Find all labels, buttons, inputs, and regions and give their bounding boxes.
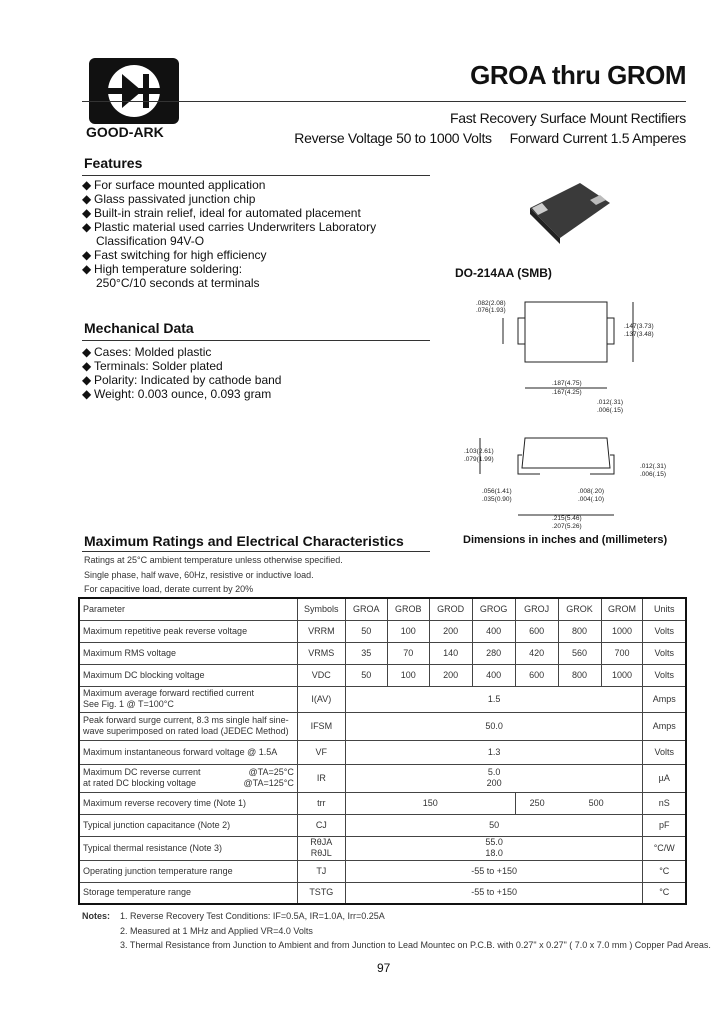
- table-row: [79, 792, 686, 814]
- mechanical-item: ◆ Cases: Molded plastic: [82, 345, 212, 359]
- table-cell: Maximum instantaneous forward voltage @ 1.5A: [79, 740, 297, 764]
- mechanical-item: ◆ Terminals: Solder plated: [82, 359, 223, 373]
- svg-text:.012(.31): .012(.31): [640, 463, 667, 470]
- table-cell: VDC: [297, 664, 345, 686]
- table-cell: Volts: [643, 740, 686, 764]
- svg-text:.035(0.90): .035(0.90): [482, 496, 512, 503]
- feature-item: ◆ For surface mounted application: [82, 178, 266, 192]
- table-cell: 5.0 200: [345, 764, 643, 792]
- rating-condition: For capacitive load, derate current by 20%: [84, 584, 254, 594]
- feature-item: ◆ Built-in strain relief, ideal for automated placement: [82, 206, 361, 220]
- diamond-bullet-icon: ◆: [82, 178, 92, 192]
- diamond-bullet-icon: ◆: [82, 373, 92, 387]
- good-ark-logo: [86, 58, 182, 124]
- table-cell: 200: [429, 664, 472, 686]
- svg-text:.076(1.93): .076(1.93): [476, 307, 506, 314]
- table-cell: Symbols: [297, 598, 345, 620]
- page-title: GROA thru GROM: [470, 60, 686, 90]
- table-cell: VRRM: [297, 620, 345, 642]
- table-cell: IR: [297, 764, 345, 792]
- table-cell: Typical junction capacitance (Note 2): [79, 814, 297, 836]
- table-cell: 400: [472, 664, 515, 686]
- table-cell: Maximum RMS voltage: [79, 642, 297, 664]
- diamond-bullet-icon: ◆: [82, 220, 92, 234]
- table-cell: nS: [643, 792, 686, 814]
- feature-item: ◆ Fast switching for high efficiency: [82, 248, 267, 262]
- table-cell: 50: [345, 814, 643, 836]
- svg-text:.215(5.46): .215(5.46): [552, 515, 582, 522]
- table-cell: TJ: [297, 860, 345, 882]
- table-cell: 35: [345, 642, 387, 664]
- table-row: [79, 664, 686, 686]
- table-cell: GROK: [558, 598, 601, 620]
- table-cell: GROD: [429, 598, 472, 620]
- mechanical-item: ◆ Polarity: Indicated by cathode band: [82, 373, 282, 387]
- table-cell: 560: [558, 642, 601, 664]
- table-cell: 1000: [601, 664, 643, 686]
- table-cell: GROA: [345, 598, 387, 620]
- table-header-row: [79, 598, 686, 620]
- table-cell: -55 to +150: [345, 860, 643, 882]
- table-cell: Typical thermal resistance (Note 3): [79, 836, 297, 860]
- svg-text:.167(4.25): .167(4.25): [552, 389, 582, 396]
- svg-text:.103(2.61): .103(2.61): [464, 448, 494, 455]
- package-photo: [520, 178, 615, 248]
- table-cell: 55.0 18.0: [345, 836, 643, 860]
- table-row: [79, 814, 686, 836]
- table-cell: 70: [387, 642, 429, 664]
- note-item: 2. Measured at 1 MHz and Applied VR=4.0 Volts: [120, 926, 313, 936]
- svg-text:.187(4.75): .187(4.75): [552, 380, 582, 387]
- table-cell: Parameter: [79, 598, 297, 620]
- subtitle-ratings: Reverse Voltage 50 to 1000 Volts Forward Current 1.5 Amperes: [294, 130, 686, 146]
- diamond-bullet-icon: ◆: [82, 192, 92, 206]
- feature-item-cont: Classification 94V-O: [96, 234, 205, 248]
- table-cell: 400: [472, 620, 515, 642]
- diamond-bullet-icon: ◆: [82, 206, 92, 220]
- mechanical-item: ◆ Weight: 0.003 ounce, 0.093 gram: [82, 387, 272, 401]
- svg-text:.006(.15): .006(.15): [640, 471, 667, 478]
- table-cell: Storage temperature range: [79, 882, 297, 904]
- svg-text:.056(1.41): .056(1.41): [482, 488, 512, 495]
- table-cell: 280: [472, 642, 515, 664]
- svg-text:.004(.10): .004(.10): [578, 496, 605, 503]
- table-cell: CJ: [297, 814, 345, 836]
- note-item: 1. Reverse Recovery Test Conditions: IF=0.5A, IR=1.0A, Irr=0.25A: [120, 911, 385, 921]
- table-cell: Maximum reverse recovery time (Note 1): [79, 792, 297, 814]
- table-cell: I(AV): [297, 686, 345, 712]
- table-cell: Volts: [643, 620, 686, 642]
- table-cell: Peak forward surge current, 8.3 ms single half sine- wave superimposed on rated load (JEDEC Method): [79, 712, 297, 740]
- table-row: [79, 836, 686, 860]
- table-cell: 100: [387, 664, 429, 686]
- table-cell: Maximum DC blocking voltage: [79, 664, 297, 686]
- table-cell: GROG: [472, 598, 515, 620]
- table-cell: VRMS: [297, 642, 345, 664]
- table-cell: Maximum DC reverse current @TA=25°C at rated DC blocking voltage @TA=125°C: [79, 764, 297, 792]
- svg-text:.147(3.73): .147(3.73): [624, 323, 654, 330]
- table-cell: pF: [643, 814, 686, 836]
- dimensions-caption: Dimensions in inches and (millimeters): [463, 534, 668, 546]
- table-cell: µA: [643, 764, 686, 792]
- mechanical-heading: Mechanical Data: [84, 320, 194, 336]
- feature-item: ◆ Glass passivated junction chip: [82, 192, 256, 206]
- table-cell: VF: [297, 740, 345, 764]
- table-cell: °C: [643, 882, 686, 904]
- table-cell: 600: [515, 620, 558, 642]
- table-cell: 700: [601, 642, 643, 664]
- svg-text:.008(.20): .008(.20): [578, 488, 605, 495]
- table-cell: 1.3: [345, 740, 643, 764]
- table-cell: 1000: [601, 620, 643, 642]
- table-cell: -55 to +150: [345, 882, 643, 904]
- ratings-table: [78, 597, 687, 905]
- table-cell: GROM: [601, 598, 643, 620]
- table-cell: °C: [643, 860, 686, 882]
- table-cell: Maximum repetitive peak reverse voltage: [79, 620, 297, 642]
- page-number: 97: [377, 961, 391, 975]
- table-row: [79, 642, 686, 664]
- table-cell: 200: [429, 620, 472, 642]
- table-cell: 150: [345, 792, 515, 814]
- feature-item: ◆ Plastic material used carries Underwriters Laboratory: [82, 220, 377, 234]
- table-row: [79, 860, 686, 882]
- diamond-bullet-icon: ◆: [82, 248, 92, 262]
- features-heading: Features: [84, 155, 143, 171]
- table-cell: 50: [345, 620, 387, 642]
- table-cell: 100: [387, 620, 429, 642]
- table-cell: 50.0: [345, 712, 643, 740]
- table-row: [79, 740, 686, 764]
- diode-logo-icon: [104, 62, 164, 120]
- subtitle: Fast Recovery Surface Mount Rectifiers: [449, 110, 686, 126]
- table-cell: Units: [643, 598, 686, 620]
- table-cell: Maximum average forward rectified current See Fig. 1 @ T=100°C: [79, 686, 297, 712]
- table-cell: 140: [429, 642, 472, 664]
- table-cell: GROJ: [515, 598, 558, 620]
- table-cell: 800: [558, 664, 601, 686]
- table-cell: IFSM: [297, 712, 345, 740]
- table-cell: 250 500: [515, 792, 643, 814]
- table-row: [79, 712, 686, 740]
- table-cell: GROB: [387, 598, 429, 620]
- notes-label: Notes:: [82, 911, 111, 921]
- table-row: [79, 620, 686, 642]
- table-row: [79, 882, 686, 904]
- svg-text:.006(.15): .006(.15): [597, 407, 624, 414]
- table-cell: 50: [345, 664, 387, 686]
- table-cell: 800: [558, 620, 601, 642]
- table-cell: 1.5: [345, 686, 643, 712]
- table-row: [79, 764, 686, 792]
- table-cell: 420: [515, 642, 558, 664]
- svg-text:.137(3.48): .137(3.48): [624, 331, 654, 338]
- svg-text:.082(2.08): .082(2.08): [476, 300, 506, 307]
- table-cell: TSTG: [297, 882, 345, 904]
- table-cell: Amps: [643, 712, 686, 740]
- feature-item: ◆ High temperature soldering:: [82, 262, 243, 276]
- table-cell: °C/W: [643, 836, 686, 860]
- diamond-bullet-icon: ◆: [82, 262, 92, 276]
- table-row: [79, 686, 686, 712]
- diamond-bullet-icon: ◆: [82, 345, 92, 359]
- dimension-drawing: [440, 290, 690, 535]
- diamond-bullet-icon: ◆: [82, 387, 92, 401]
- svg-text:.012(.31): .012(.31): [597, 399, 624, 406]
- ratings-heading: Maximum Ratings and Electrical Characteristics: [84, 533, 404, 549]
- rating-condition: Ratings at 25°C ambient temperature unless otherwise specified.: [84, 555, 343, 565]
- brand-name: GOOD-ARK: [86, 124, 164, 140]
- table-cell: trr: [297, 792, 345, 814]
- table-cell: 600: [515, 664, 558, 686]
- package-label: DO-214AA (SMB): [455, 266, 552, 280]
- table-cell: Volts: [643, 664, 686, 686]
- table-cell: Amps: [643, 686, 686, 712]
- note-item: 3. Thermal Resistance from Junction to Ambient and from Junction to Lead Mountec on P.C.B. with 0.27" x 0.27" ( 7.0 x 7.0 mm ) Copper Pad Areas.: [120, 940, 711, 950]
- table-cell: Volts: [643, 642, 686, 664]
- rating-condition: Single phase, half wave, 60Hz, resistive or inductive load.: [84, 570, 314, 580]
- svg-text:.207(5.26): .207(5.26): [552, 523, 582, 530]
- table-cell: RθJA RθJL: [297, 836, 345, 860]
- table-cell: Operating junction temperature range: [79, 860, 297, 882]
- diamond-bullet-icon: ◆: [82, 359, 92, 373]
- svg-text:.079(1.99): .079(1.99): [464, 456, 494, 463]
- feature-item-cont: 250°C/10 seconds at terminals: [96, 276, 260, 290]
